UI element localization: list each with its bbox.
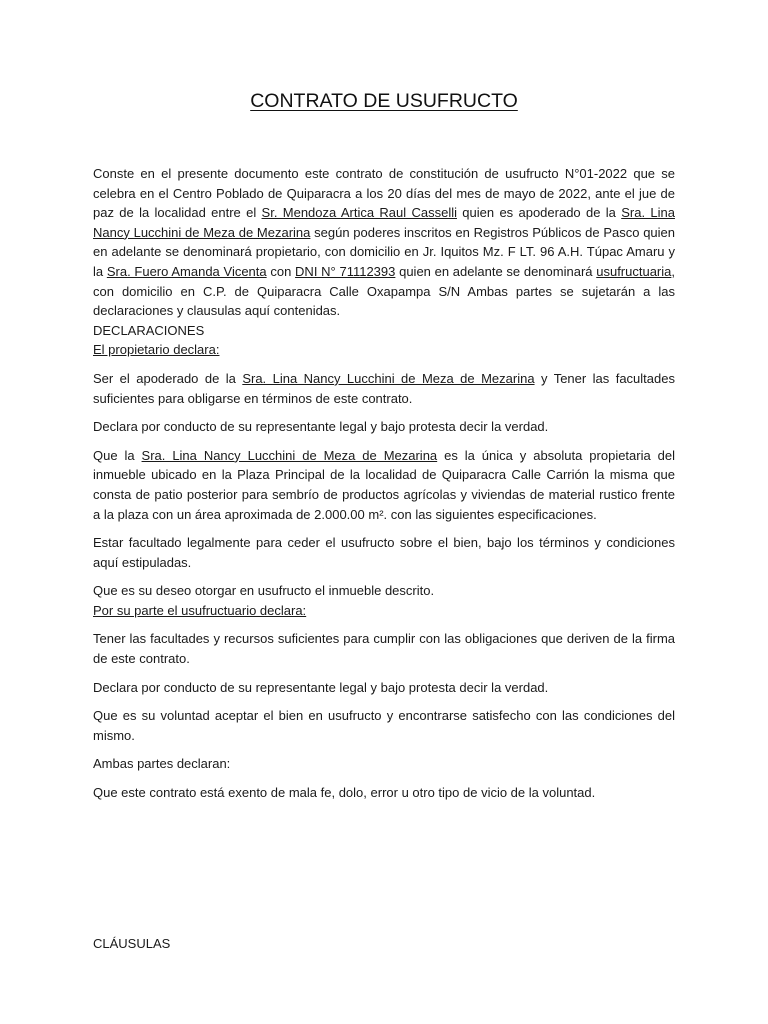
prop-paragraph-4: Estar facultado legalmente para ceder el usufructo sobre el bien, bajo los términos y condiciones aquí estipuladas.	[93, 535, 675, 570]
prop-paragraph-3	[93, 446, 675, 524]
document-body	[93, 164, 675, 803]
party-name-propietaria: Sra. Lina Nancy Lucchini de Meza de Mezarina	[93, 205, 675, 240]
prop-p1-text-a: Ser el apoderado de la	[93, 370, 243, 386]
prop-p3-text-a: Que la	[93, 447, 142, 463]
prop-paragraph-5: Que es su deseo otorgar en usufructo el inmueble descrito.	[93, 583, 435, 599]
intro-text-6: , con domicilio en C.P. de Quiparacra Calle Oxapampa S/N Ambas partes se sujetarán a las declaraciones y clausulas aquí contenidas.	[93, 263, 676, 319]
prop-p3-text-b: es la única y absoluta propietaria del inmueble ubicado en la Plaza Principal de la localidad de Quiparacra Calle Carrión la misma que consta de patio posterior para sembrío de productos agrícolas y viviendas de material rustico frente a la plaza con un área aproximada de 2.000.00 m². con las siguientes especificaciones.	[93, 447, 675, 522]
declaraciones-heading: DECLARACIONES	[93, 322, 205, 338]
propietario-heading: El propietario declara:	[93, 342, 220, 358]
intro-paragraph	[93, 164, 675, 321]
role-usufructuaria: usufructuaria	[596, 263, 672, 279]
clausulas-heading: CLÁUSULAS	[93, 936, 171, 951]
party-name-apoderado: Sr. Mendoza Artica Raul Casselli	[261, 205, 457, 221]
prop-paragraph-1	[93, 369, 675, 408]
intro-text-5: quien en adelante se denominará	[395, 263, 597, 279]
usu-paragraph-3: Que es su voluntad aceptar el bien en usufructo y encontrarse satisfecho con las condiciones del mismo.	[93, 708, 675, 743]
party-name-usufructuaria: Sra. Fuero Amanda Vicenta	[106, 263, 267, 279]
usu-paragraph-1: Tener las facultades y recursos suficientes para cumplir con las obligaciones que deriven de la firma de este contrato.	[93, 631, 675, 667]
prop-paragraph-2: Declara por conducto de su representante legal y bajo protesta decir la verdad.	[93, 419, 549, 435]
document-title: CONTRATO DE USUFRUCTO	[250, 90, 518, 112]
usu-paragraph-5: Que este contrato está exento de mala fe, dolo, error u otro tipo de vicio de la voluntad.	[93, 785, 596, 801]
intro-text-1: Conste en el presente documento este contrato de constitución de usufructo N°01-2022 que se celebra en el Centro Poblado de Quiparacra a los 20 días del mes de mayo de 2022, ante el jue de paz de la localidad entre el	[93, 166, 675, 221]
intro-text-3: según poderes inscritos en Registros Públicos de Pasco quien en adelante se denominará propietario, con domicilio en Jr. Iquitos Mz. F LT. 96 A.H. Túpac Amaru y la	[93, 224, 675, 279]
usufructuario-heading: Por su parte el usufructuario declara:	[93, 602, 307, 618]
intro-text-4: con	[266, 263, 296, 279]
prop-p1-text-b: y Tener las facultades suficientes para obligarse en términos de este contrato.	[93, 370, 675, 406]
dni-number: DNI N° 71112393	[295, 263, 396, 279]
prop-p1-name: Sra. Lina Nancy Lucchini de Meza de Mezarina	[242, 370, 535, 386]
usu-paragraph-4: Ambas partes declaran:	[93, 756, 231, 772]
usu-paragraph-2: Declara por conducto de su representante legal y bajo protesta decir la verdad.	[93, 679, 549, 695]
prop-p3-name: Sra. Lina Nancy Lucchini de Meza de Mezarina	[141, 447, 438, 463]
intro-text-2: quien es apoderado de la	[456, 205, 622, 221]
